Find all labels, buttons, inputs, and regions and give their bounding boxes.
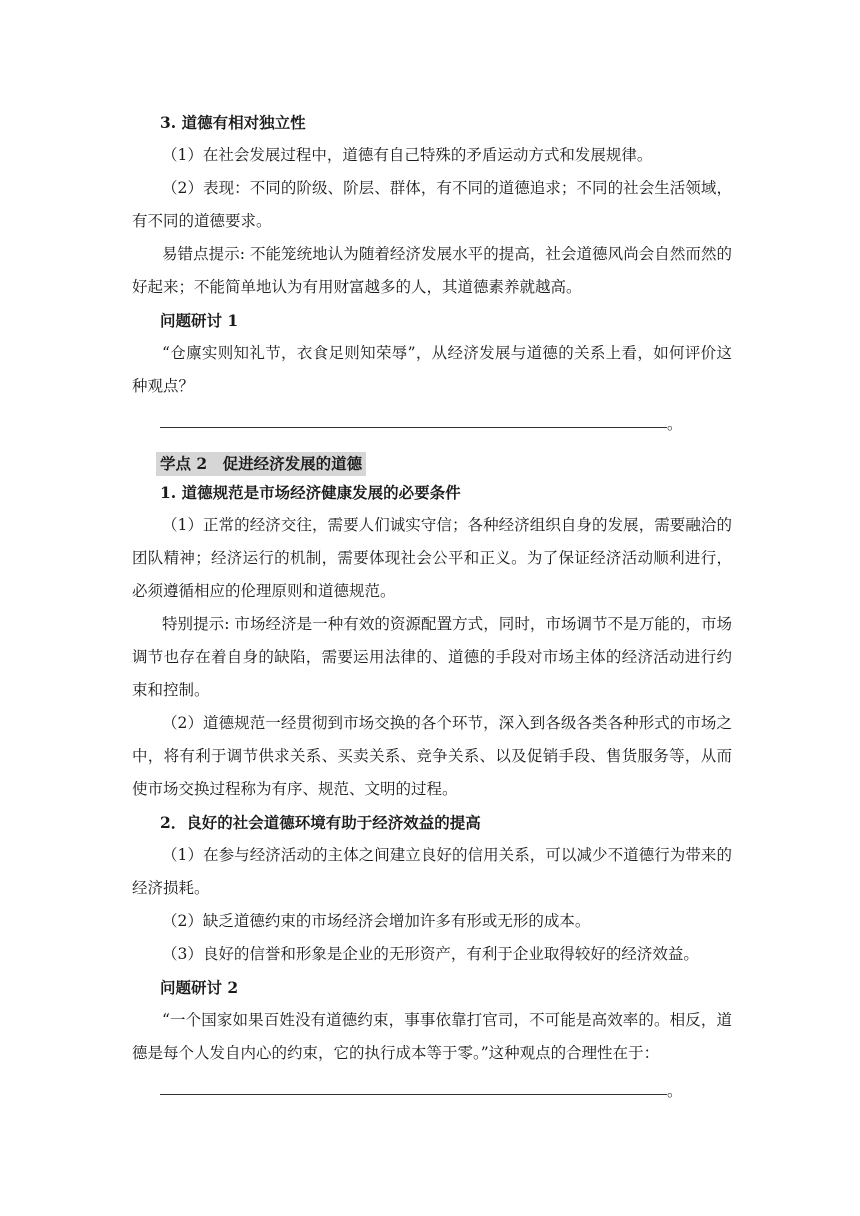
section-heading-wrap <box>132 443 732 476</box>
para-1-1: （1）正常的经济交往，需要人们诚实守信；各种经济组织自身的发展，需要融洽的团队精神；经济运行的机制，需要体现社会公平和正义。为了保证经济活动顺利进行，必须遵循相应的伦理原则和道德规范。 <box>132 516 732 600</box>
para-3-2: （2）表现：不同的阶级、阶层、群体，有不同的道德追求；不同的社会生活领域，有不同的道德要求。 <box>132 179 732 230</box>
para-2-1: （1）在参与经济活动的主体之间建立良好的信用关系，可以减少不道德行为带来的经济损耗。 <box>132 846 732 897</box>
heading-1-norms: 1. 道德规范是市场经济健康发展的必要条件 <box>160 483 461 502</box>
para-1-2: （2）道德规范一经贯彻到市场交换的各个环节，深入到各级各类各种形式的市场之中，将有利于调节供求关系、买卖关系、竞争关系、以及促销手段、售货服务等，从而使市场交换过程称为有序、规范、文明的过程。 <box>132 714 732 798</box>
heading-question-1: 问题研讨 1 <box>160 311 239 330</box>
para-special-tip: 特别提示: 市场经济是一种有效的资源配置方式，同时，市场调节不是万能的，市场调节也存在着自身的缺陷，需要运用法律的、道德的手段对市场主体的经济活动进行约束和控制。 <box>132 615 732 699</box>
heading-3-independence: 3. 道德有相对独立性 <box>160 113 306 132</box>
heading-question-2: 问题研讨 2 <box>160 978 239 997</box>
answer-line-1[interactable] <box>132 403 732 443</box>
answer-period: 。 <box>667 415 683 433</box>
para-2-3: （3）良好的信誉和形象是企业的无形资产，有利于企业取得较好的经济效益。 <box>162 945 699 963</box>
para-2-2: （2）缺乏道德约束的市场经济会增加许多有形或无形的成本。 <box>162 912 591 930</box>
para-error-tip: 易错点提示: 不能笼统地认为随着经济发展水平的提高，社会道德风尚会自然而然的好起来；不能简单地认为有用财富越多的人，其道德素养就越高。 <box>132 245 732 296</box>
answer-line-2[interactable] <box>132 1070 732 1110</box>
answer-blank-rule <box>160 427 667 428</box>
heading-2-environment: 2．良好的社会道德环境有助于经济效益的提高 <box>160 813 481 832</box>
section-heading-point-2: 学点 2 促进经济发展的道德 <box>156 452 366 476</box>
para-question-1: “仓廪实则知礼节，衣食足则知荣辱”，从经济发展与道德的关系上看，如何评价这种观点？ <box>132 344 732 395</box>
answer-blank-rule <box>160 1094 667 1095</box>
para-question-2: “一个国家如果百姓没有道德约束，事事依靠打官司，不可能是高效率的。相反，道德是每个人发自内心的约束，它的执行成本等于零。”这种观点的合理性在于： <box>132 1011 732 1062</box>
answer-period: 。 <box>667 1082 683 1100</box>
document-content <box>132 106 732 1110</box>
para-3-1: （1）在社会发展过程中，道德有自己特殊的矛盾运动方式和发展规律。 <box>162 146 653 164</box>
